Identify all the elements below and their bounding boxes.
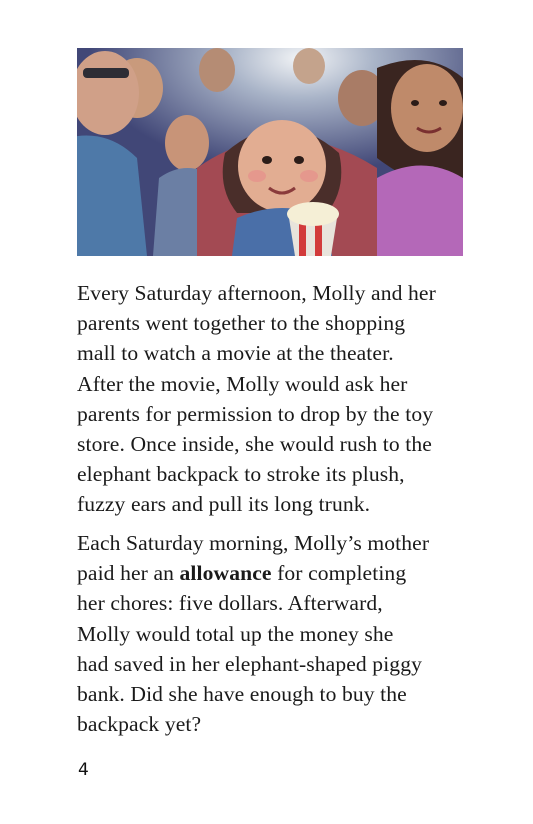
molly-face bbox=[238, 120, 326, 212]
text-line: Each Saturday morning, Molly’s mother bbox=[77, 531, 430, 555]
movie-theater-illustration bbox=[77, 48, 463, 256]
paragraph-2 bbox=[77, 528, 477, 739]
paragraph-1 bbox=[77, 278, 477, 520]
text-line bbox=[77, 558, 477, 588]
text-segment: paid her an bbox=[77, 561, 180, 586]
illustration-art bbox=[77, 48, 463, 256]
text-line: store. Once inside, she would rush to the bbox=[77, 432, 432, 457]
text-line: her chores: five dollars. Afterward, bbox=[77, 591, 383, 616]
popcorn bbox=[287, 202, 339, 226]
text-line: mall to watch a movie at the theater. bbox=[77, 341, 394, 366]
vocabulary-word-allowance: allowance bbox=[179, 561, 272, 586]
text-line: fuzzy ears and pull its long trunk. bbox=[77, 492, 371, 517]
text-line: After the movie, Molly would ask her bbox=[77, 371, 408, 396]
text-line: bank. Did she have enough to buy the bbox=[77, 682, 407, 707]
text-line: parents for permission to drop by the toy bbox=[77, 401, 434, 426]
mother-blouse bbox=[377, 166, 463, 257]
mother-face bbox=[391, 64, 463, 152]
text-segment: for completing bbox=[271, 561, 407, 586]
text-line: parents went together to the shopping bbox=[77, 311, 406, 336]
text-line: elephant backpack to stroke its plush, bbox=[77, 462, 405, 487]
text-line: had saved in her elephant-shaped piggy bbox=[77, 651, 422, 676]
page-number: 4 bbox=[78, 760, 89, 780]
audience-member bbox=[293, 48, 325, 84]
text-line: backpack yet? bbox=[77, 712, 202, 737]
audience-member bbox=[165, 115, 209, 171]
text-line: Molly would total up the money she bbox=[77, 621, 394, 646]
text-line: Every Saturday afternoon, Molly and her bbox=[77, 281, 436, 305]
audience-member bbox=[199, 48, 235, 92]
